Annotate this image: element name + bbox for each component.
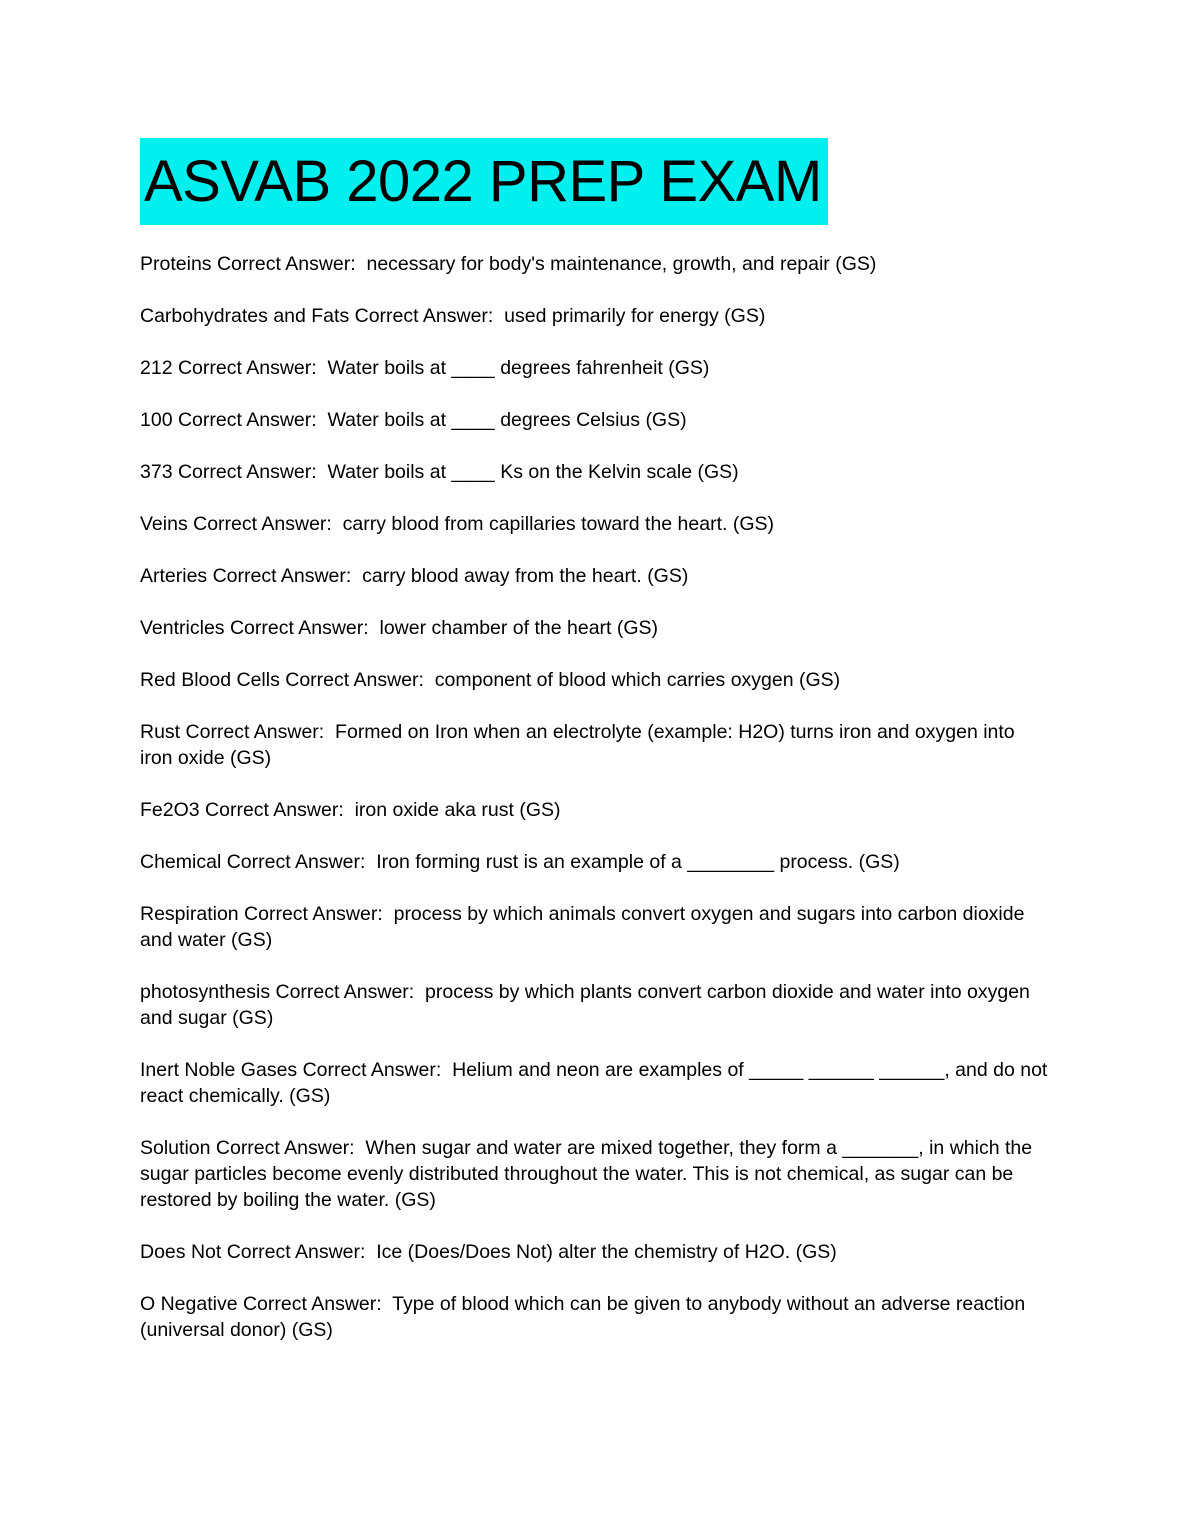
page-title-highlight: ASVAB 2022 PREP EXAM bbox=[140, 138, 828, 225]
qa-item-373: 373 Correct Answer: Water boils at ____ Ks on the Kelvin scale (GS) bbox=[140, 461, 739, 483]
qa-item-arteries: Arteries Correct Answer: carry blood away from the heart. (GS) bbox=[140, 565, 689, 587]
qa-item-100: 100 Correct Answer: Water boils at ____ degrees Celsius (GS) bbox=[140, 409, 687, 431]
qa-item-212: 212 Correct Answer: Water boils at ____ degrees fahrenheit (GS) bbox=[140, 357, 710, 379]
qa-item-carbohydrates: Carbohydrates and Fats Correct Answer: used primarily for energy (GS) bbox=[140, 305, 766, 327]
qa-item-rust: Rust Correct Answer: Formed on Iron when an electrolyte (example: H2O) turns iron and oxygen into iron oxide (GS) bbox=[140, 721, 1021, 769]
qa-item-photosynthesis: photosynthesis Correct Answer: process by which plants convert carbon dioxide and water into oxygen and sugar (GS) bbox=[140, 981, 1036, 1029]
qa-item-veins: Veins Correct Answer: carry blood from capillaries toward the heart. (GS) bbox=[140, 513, 774, 535]
qa-item-respiration: Respiration Correct Answer: process by which animals convert oxygen and sugars into carbon dioxide and water (GS) bbox=[140, 903, 1030, 951]
page-title bbox=[140, 138, 1052, 225]
qa-item-fe2o3: Fe2O3 Correct Answer: iron oxide aka rust (GS) bbox=[140, 799, 561, 821]
document-content bbox=[140, 138, 1052, 1369]
qa-item-ventricles: Ventricles Correct Answer: lower chamber of the heart (GS) bbox=[140, 617, 659, 639]
qa-item-inert-noble-gases: Inert Noble Gases Correct Answer: Helium and neon are examples of _____ ______ ______, and do not react chemically. (GS) bbox=[140, 1059, 1053, 1107]
qa-item-does-not: Does Not Correct Answer: Ice (Does/Does Not) alter the chemistry of H2O. (GS) bbox=[140, 1241, 837, 1263]
qa-item-proteins: Proteins Correct Answer: necessary for body's maintenance, growth, and repair (GS) bbox=[140, 253, 877, 275]
qa-item-solution: Solution Correct Answer: When sugar and water are mixed together, they form a _______, in which the sugar particles become evenly distributed throughout the water. This is not chemical, as sugar can be restored by boiling the water. (GS) bbox=[140, 1137, 1038, 1211]
qa-item-red-blood-cells: Red Blood Cells Correct Answer: component of blood which carries oxygen (GS) bbox=[140, 669, 841, 691]
qa-item-chemical: Chemical Correct Answer: Iron forming rust is an example of a ________ process. (GS) bbox=[140, 851, 900, 873]
qa-item-o-negative: O Negative Correct Answer: Type of blood which can be given to anybody without an adverse reaction (universal donor) (GS) bbox=[140, 1293, 1031, 1341]
